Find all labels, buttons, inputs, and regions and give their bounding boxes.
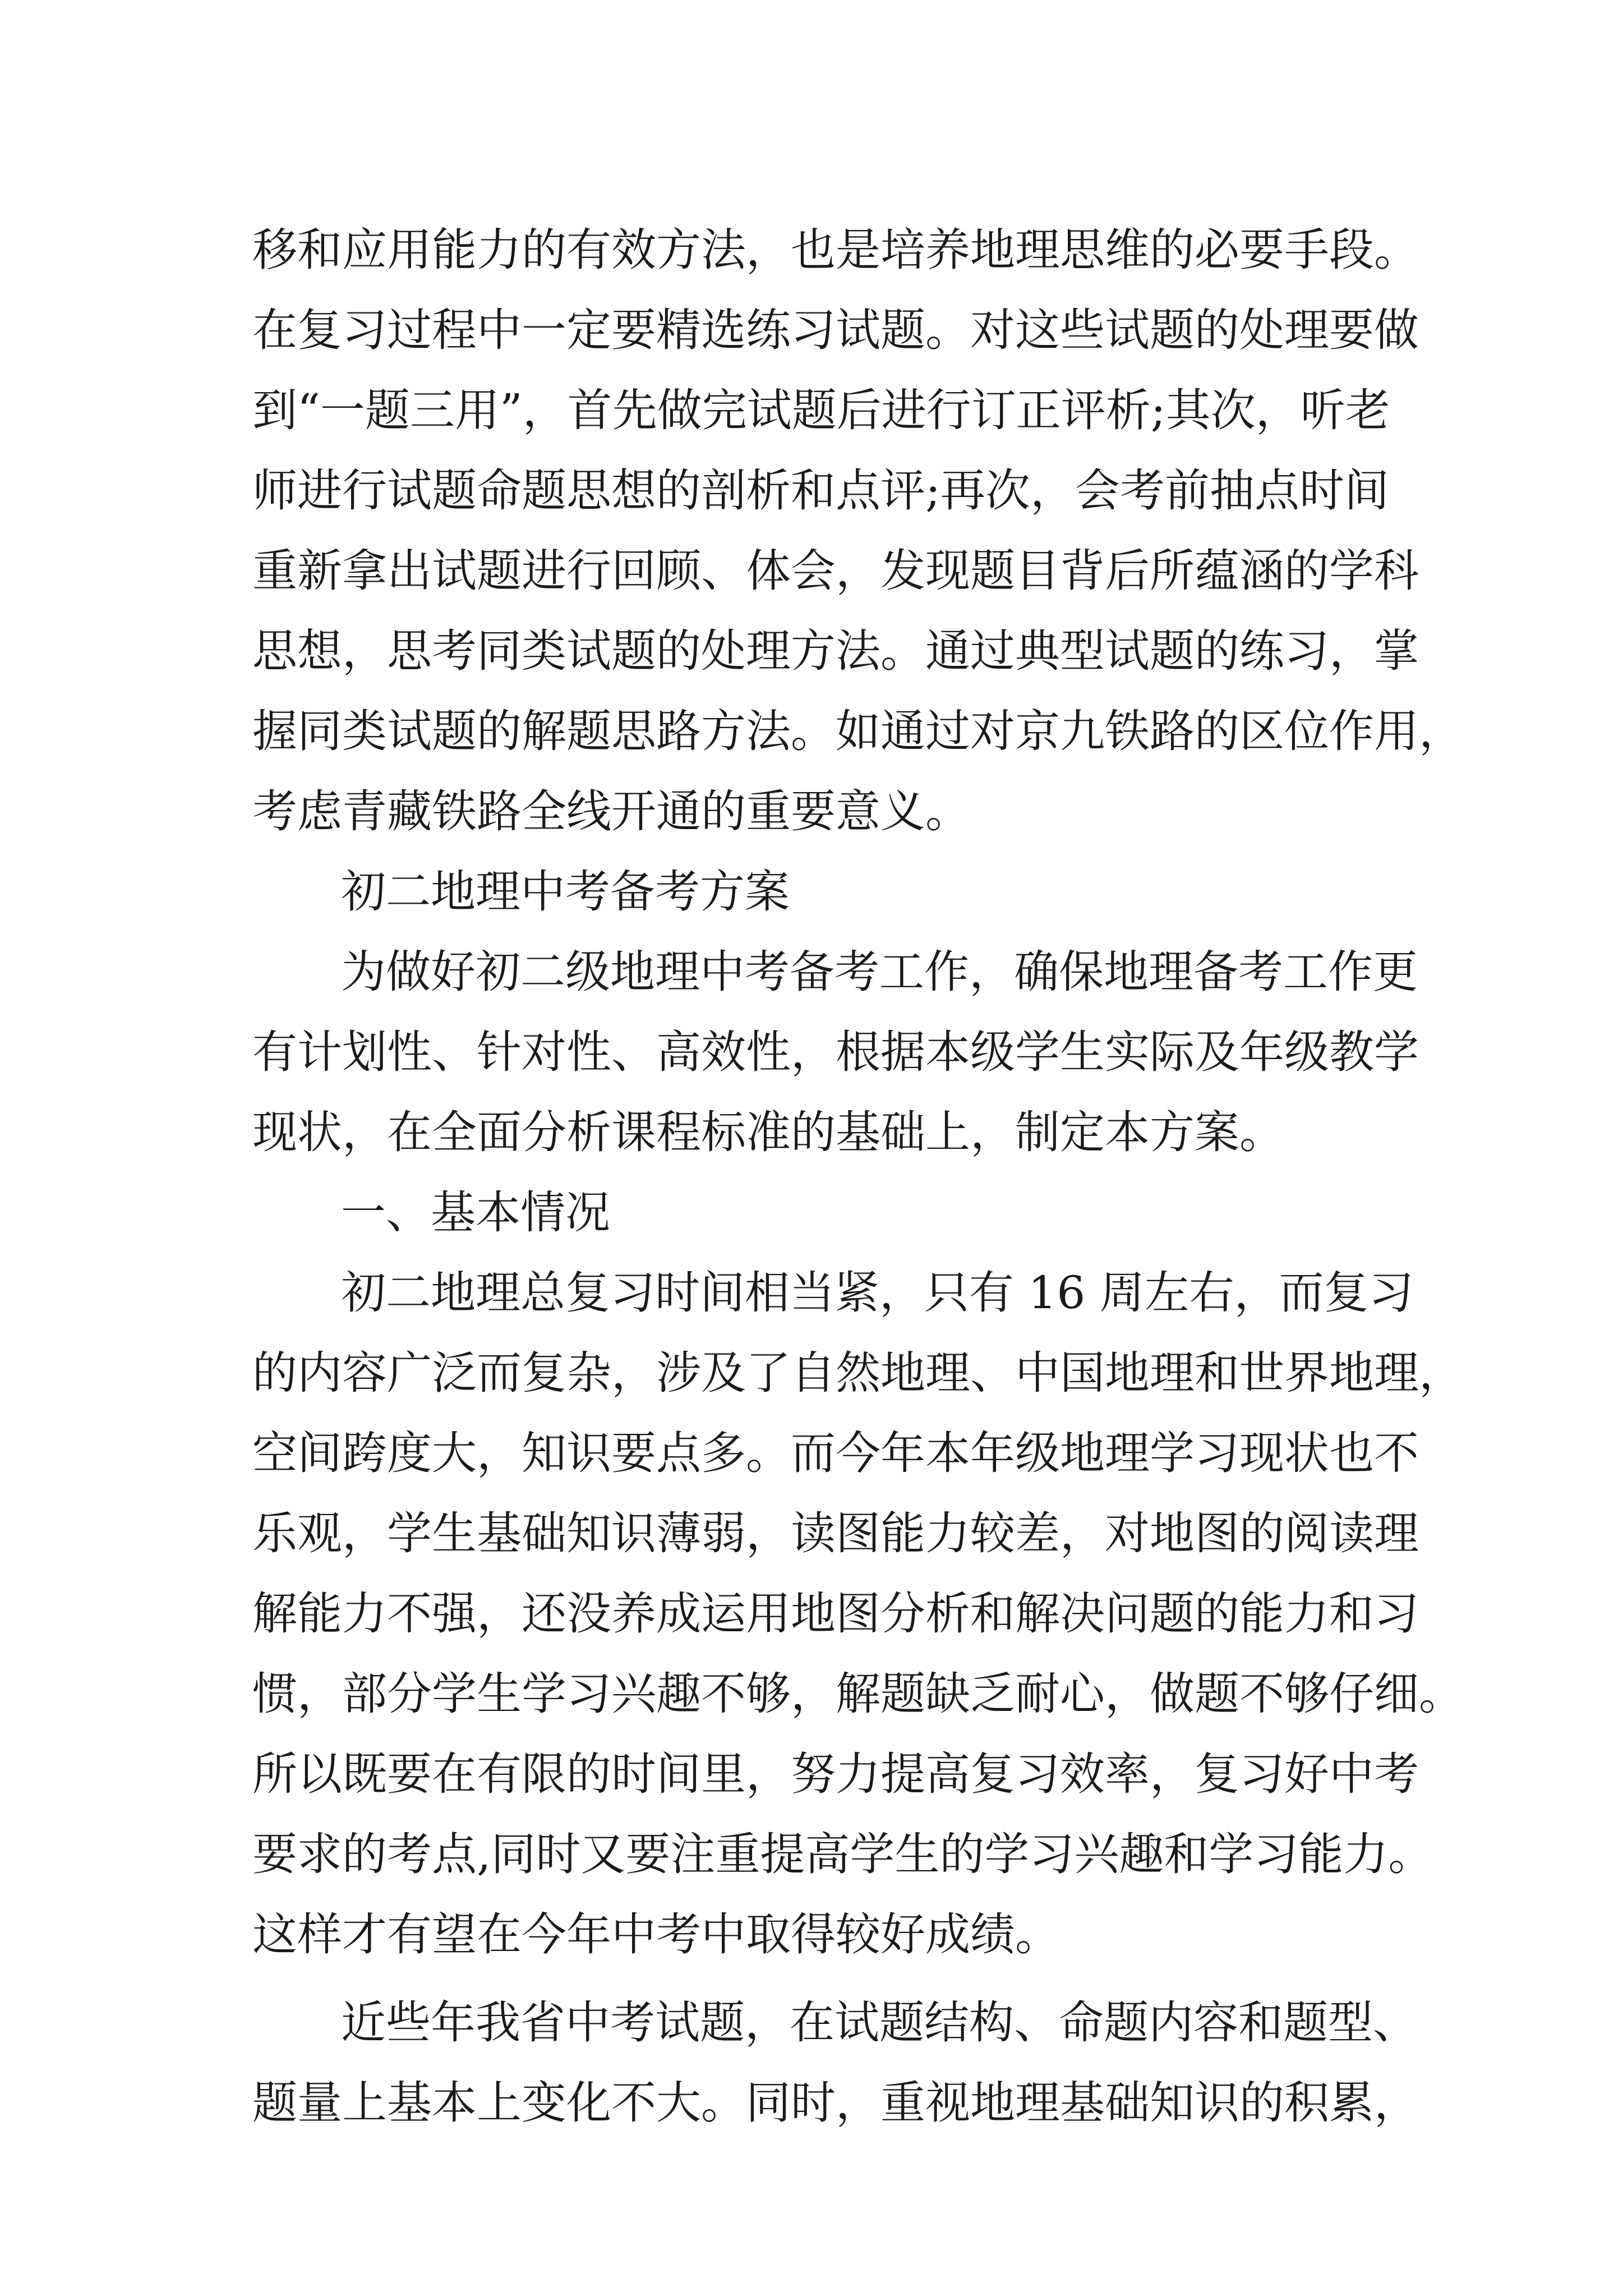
body-text-line: 现状，在全面分析课程标准的基础上，制定本方案。	[252, 1106, 1284, 1158]
body-text-line: 解能力不强，还没养成运用地图分析和解决问题的能力和习	[252, 1588, 1419, 1640]
paragraph-first-line: 为做好初二级地理中考备考工作，确保地理备考工作更	[341, 946, 1418, 998]
body-text-line: 移和应用能力的有效方法，也是培养地理思维的必要手段。	[252, 224, 1419, 276]
body-text-line: 乐观，学生基础知识薄弱，读图能力较差，对地图的阅读理	[252, 1507, 1419, 1559]
body-text-line: 题量上基本上变化不大。同时，重视地理基础知识的积累，	[252, 2077, 1419, 2129]
body-text-line: 师进行试题命题思想的剖析和点评;再次，会考前抽点时间	[252, 464, 1389, 517]
body-text-line: 要求的考点,同时又要注重提高学生的学习兴趣和学习能力。	[252, 1828, 1433, 1880]
body-text-line: 惯，部分学生学习兴趣不够，解题缺乏耐心，做题不够仔细。	[252, 1668, 1464, 1720]
body-text-line: 有计划性、针对性、高效性，根据本级学生实际及年级教学	[252, 1026, 1419, 1078]
body-text-line: 所以既要在有限的时间里，努力提高复习效率，复习好中考	[252, 1748, 1419, 1800]
body-text-line: 到“一题三用”，首先做完试题后进行订正评析;其次，听老	[252, 384, 1390, 436]
body-text-line: 的内容广泛而复杂，涉及了自然地理、中国地理和世界地理，	[252, 1347, 1464, 1399]
section-heading: 一、基本情况	[341, 1186, 610, 1239]
body-text-line: 在复习过程中一定要精选练习试题。对这些试题的处理要做	[252, 304, 1419, 356]
paragraph-first-line: 近些年我省中考试题，在试题结构、命题内容和题型、	[341, 1996, 1418, 2049]
body-text-line: 这样才有望在今年中考中取得较好成绩。	[252, 1908, 1060, 1961]
body-text-line: 空间跨度大，知识要点多。而今年本年级地理学习现状也不	[252, 1427, 1419, 1479]
body-text-line: 思想，思考同类试题的处理方法。通过典型试题的练习，掌	[252, 625, 1419, 677]
section-title: 初二地理中考备考方案	[341, 866, 790, 918]
body-text-line: 重新拿出试题进行回顾、体会，发现题目背后所蕴涵的学科	[252, 545, 1419, 597]
body-text-line: 握同类试题的解题思路方法。如通过对京九铁路的区位作用，	[252, 705, 1464, 757]
paragraph-first-line: 初二地理总复习时间相当紧，只有 16 周左右，而复习	[341, 1267, 1414, 1319]
body-text-line: 考虑青藏铁路全线开通的重要意义。	[252, 785, 970, 838]
